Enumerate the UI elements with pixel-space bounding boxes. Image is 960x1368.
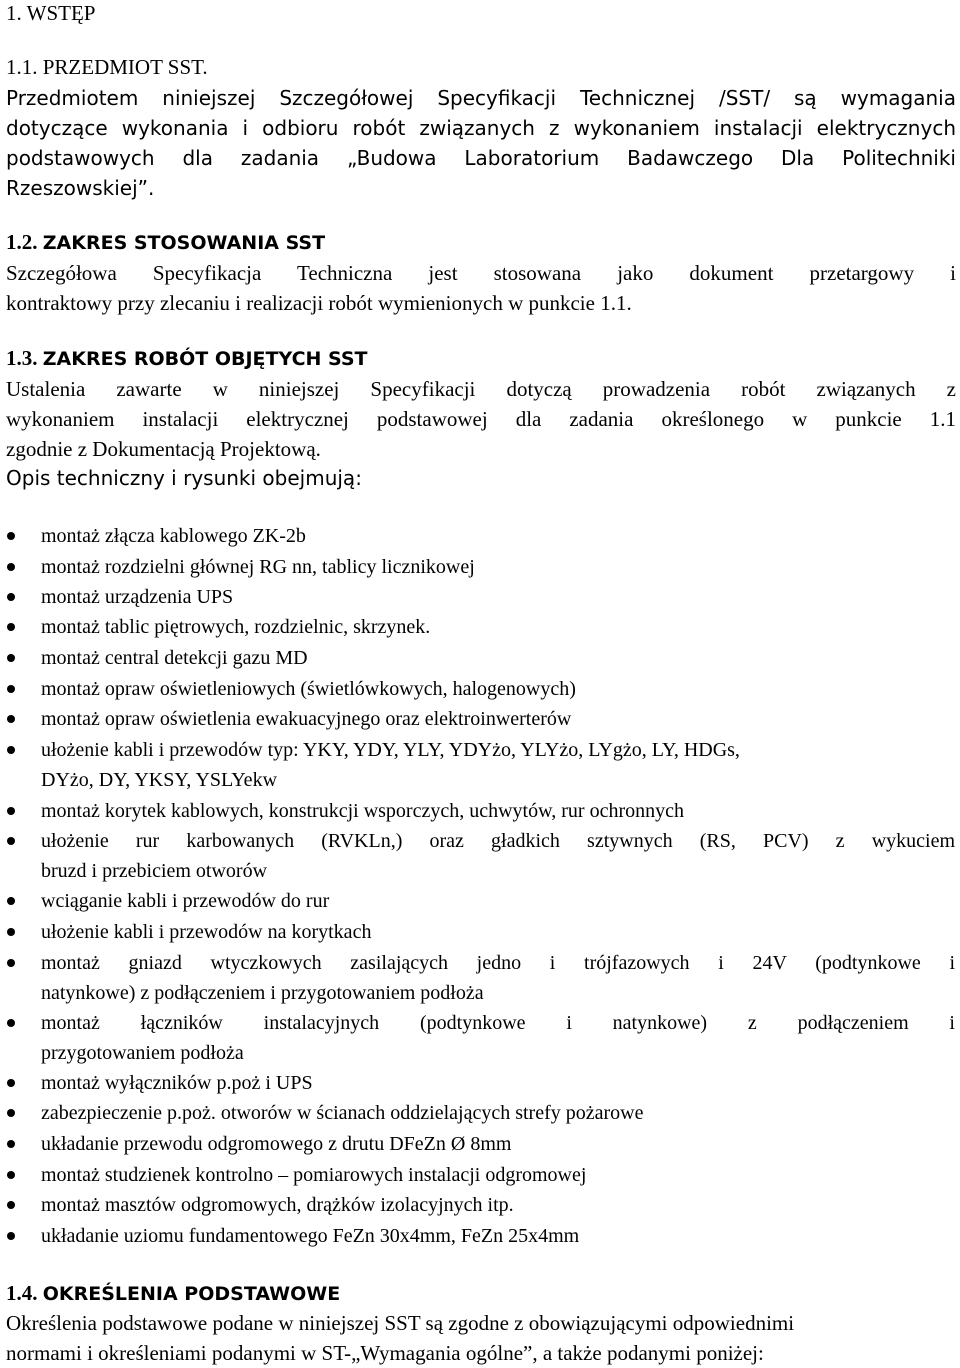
bullet-icon — [7, 1140, 15, 1148]
bullet-icon — [7, 593, 15, 601]
section-heading-wstep: 1. WSTĘP — [6, 1, 96, 25]
bullet-icon — [7, 1079, 15, 1087]
section-heading-okreslenia — [6, 1278, 956, 1308]
list-item-continuation: przygotowaniem podłoża — [41, 1042, 244, 1064]
bullet-icon — [7, 746, 15, 754]
list-item-continuation: natynkowe) z podłączeniem i przygotowaniem podłoża — [41, 982, 484, 1004]
section-number: 1.3. — [6, 346, 38, 370]
paragraph-line: zgodnie z Dokumentacją Projektową. — [6, 437, 321, 461]
paragraph-line: Określenia podstawowe podane w niniejszej SST są zgodne z obowiązującymi odpowiednimi — [6, 1311, 795, 1335]
list-item: montaż urządzenia UPS — [0, 582, 960, 612]
section-number: 1.4. — [6, 1281, 38, 1305]
bullet-icon — [7, 837, 15, 845]
section-heading-przedmiot: 1.1. PRZEDMIOT SST. — [6, 55, 208, 79]
paragraph-line: Opis techniczny i rysunki obejmują: — [6, 466, 362, 490]
paragraph-line: podstawowych dla zadania „Budowa Laboratorium Badawczego Dla Politechniki — [6, 146, 956, 170]
bullet-icon — [7, 1232, 15, 1240]
paragraph-line: dotyczące wykonania i odbioru robót związanych z wykonaniem instalacji elektrycznych — [6, 116, 956, 140]
bullet-icon — [7, 1171, 15, 1179]
list-item-continuation: DYżo, DY, YKSY, YSLYekw — [41, 769, 278, 791]
list-item: montaż łączników instalacyjnych (podtynkowe i natynkowe) z podłączeniem i — [0, 1008, 960, 1038]
bullet-icon — [7, 532, 15, 540]
list-item: zabezpieczenie p.poż. otworów w ścianach oddzielających strefy pożarowe — [0, 1098, 960, 1128]
list-item-continuation: bruzd i przebiciem otworów — [41, 860, 268, 882]
bullet-icon — [7, 928, 15, 936]
paragraph-line: Ustalenia zawarte w niniejszej Specyfikacji dotyczą prowadzenia robót związanych z — [6, 377, 956, 401]
list-item: montaż opraw oświetlenia ewakuacyjnego oraz elektroinwerterów — [0, 704, 960, 734]
section-title: ZAKRES ROBÓT OBJĘTYCH SST — [42, 348, 368, 370]
paragraph-line: kontraktowy przy zlecaniu i realizacji robót wymienionych w punkcie 1.1. — [6, 291, 632, 315]
list-item: montaż tablic piętrowych, rozdzielnic, skrzynek. — [0, 612, 960, 642]
list-item: montaż studzienek kontrolno – pomiarowych instalacji odgromowej — [0, 1160, 960, 1190]
section-number: 1.2. — [6, 230, 38, 254]
list-item: montaż masztów odgromowych, drążków izolacyjnych itp. — [0, 1190, 960, 1220]
list-item: montaż central detekcji gazu MD — [0, 643, 960, 673]
paragraph-line: wykonaniem instalacji elektrycznej podstawowej dla zadania określonego w punkcie 1.1 — [6, 407, 956, 431]
bullet-icon — [7, 897, 15, 905]
list-item: wciąganie kabli i przewodów do rur — [0, 886, 960, 916]
section-title: ZAKRES STOSOWANIA SST — [42, 232, 326, 254]
list-item: ułożenie kabli i przewodów typ: YKY, YDY, YLY, YDYżo, YLYżo, LYgżo, LY, HDGs, — [0, 735, 960, 765]
section-title: OKREŚLENIA PODSTAWOWE — [42, 1283, 341, 1305]
bullet-icon — [7, 1019, 15, 1027]
list-item: ułożenie kabli i przewodów na korytkach — [0, 917, 960, 947]
paragraph-line: normami i określeniami podanymi w ST-„Wymagania ogólne”, a także podanymi poniżej: — [6, 1341, 764, 1365]
bullet-icon — [7, 715, 15, 723]
section-heading-zakres-robot — [6, 343, 956, 373]
bullet-icon — [7, 959, 15, 967]
bullet-icon — [7, 685, 15, 693]
bullet-icon — [7, 623, 15, 631]
bullet-icon — [7, 563, 15, 571]
bullet-icon — [7, 654, 15, 662]
list-item: montaż gniazd wtyczkowych zasilających jedno i trójfazowych i 24V (podtynkowe i — [0, 948, 960, 978]
list-item: ułożenie rur karbowanych (RVKLn,) oraz gładkich sztywnych (RS, PCV) z wykuciem — [0, 826, 960, 856]
paragraph-line: Rzeszowskiej”. — [6, 176, 155, 200]
paragraph-line: Przedmiotem niniejszej Szczegółowej Specyfikacji Technicznej /SST/ są wymagania — [6, 86, 956, 110]
list-item: montaż rozdzielni głównej RG nn, tablicy licznikowej — [0, 552, 960, 582]
bullet-icon — [7, 807, 15, 815]
list-item: montaż wyłączników p.poż i UPS — [0, 1068, 960, 1098]
list-item: układanie uziomu fundamentowego FeZn 30x4mm, FeZn 25x4mm — [0, 1221, 960, 1251]
bullet-icon — [7, 1109, 15, 1117]
list-item: montaż korytek kablowych, konstrukcji wsporczych, uchwytów, rur ochronnych — [0, 796, 960, 826]
bullet-icon — [7, 1201, 15, 1209]
list-item: montaż złącza kablowego ZK-2b — [0, 521, 960, 551]
paragraph-line: Szczegółowa Specyfikacja Techniczna jest stosowana jako dokument przetargowy i — [6, 261, 956, 285]
section-heading-zakres-stosowania — [6, 227, 956, 257]
list-item: układanie przewodu odgromowego z drutu DFeZn Ø 8mm — [0, 1129, 960, 1159]
list-item: montaż opraw oświetleniowych (świetlówkowych, halogenowych) — [0, 674, 960, 704]
